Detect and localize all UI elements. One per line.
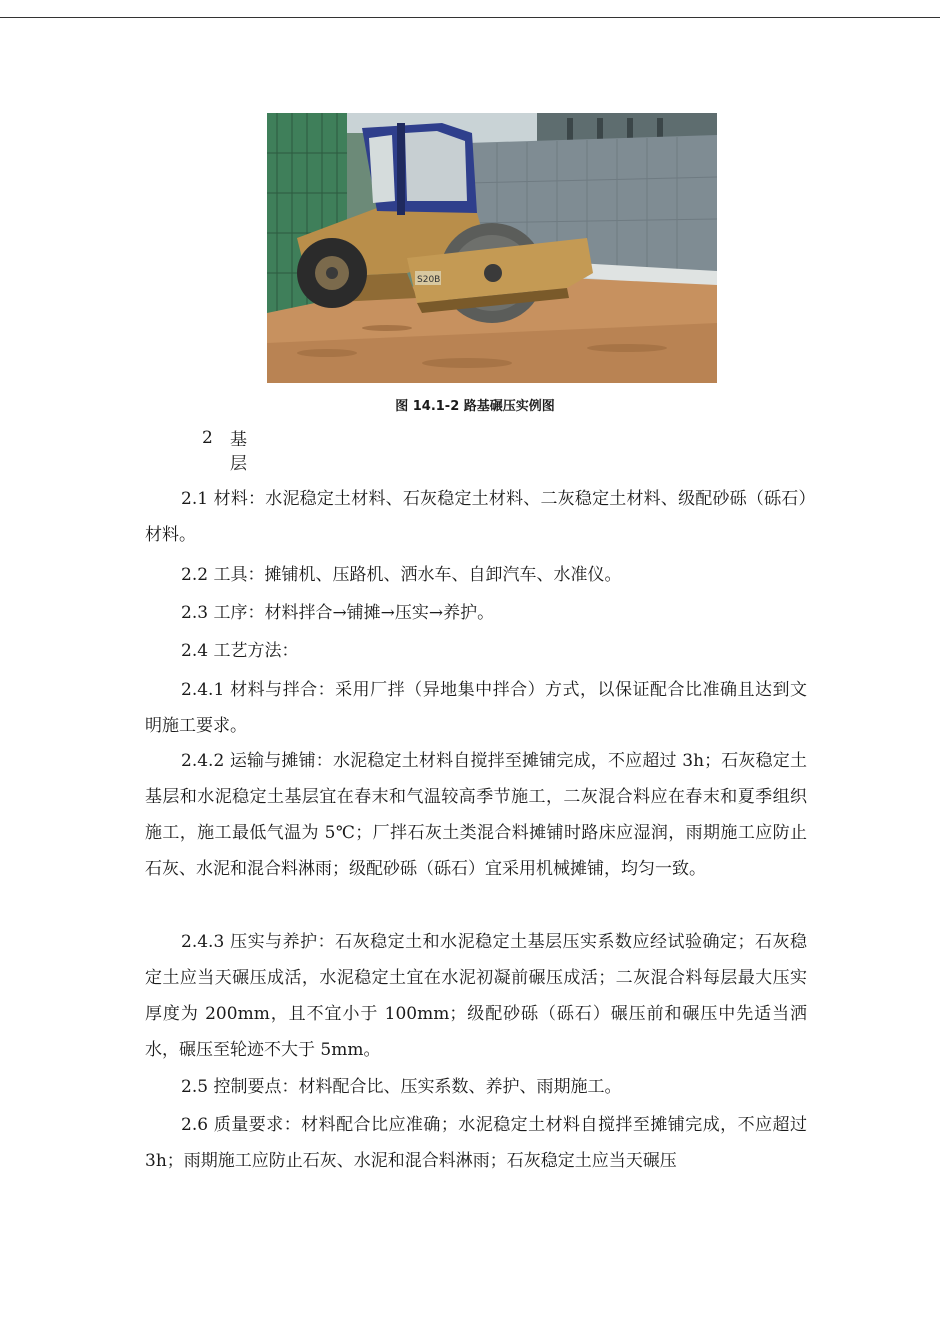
- paragraph-materials: 2.1 材料：水泥稳定土材料、石灰稳定土材料、二灰稳定土材料、级配砂砾（砾石）材料。: [145, 489, 807, 545]
- paragraph-mixing: 2.4.1 材料与拌合：采用厂拌（异地集中拌合）方式，以保证配合比准确且达到文明施工要求。: [145, 680, 807, 736]
- roller-badge: S20B: [417, 275, 441, 285]
- paragraph-process: 2.3 工序：材料拌合→铺摊→压实→养护。: [181, 603, 495, 623]
- paragraph-tools: 2.2 工具：摊铺机、压路机、洒水车、自卸汽车、水准仪。: [181, 565, 622, 585]
- header-rule: [0, 17, 940, 18]
- paragraph-quality-requirements: 2.6 质量要求：材料配合比应准确；水泥稳定土材料自搅拌至摊铺完成，不应超过 3h；雨期施工应防止石灰、水泥和混合料淋雨；石灰稳定土应当天碾压: [145, 1115, 807, 1171]
- figure-caption: 图 14.1-2 路基碾压实例图: [395, 399, 555, 414]
- paragraph-method-heading: 2.4 工艺方法：: [181, 641, 299, 661]
- section-title: 基层: [230, 430, 247, 474]
- road-roller-photo: [267, 113, 717, 383]
- paragraph-control-points: 2.5 控制要点：材料配合比、压实系数、养护、雨期施工。: [181, 1077, 622, 1097]
- section-number: 2: [202, 428, 213, 448]
- paragraph-compaction-curing: 2.4.3 压实与养护：石灰稳定土和水泥稳定土基层压实系数应经试验确定；石灰稳定土应当天碾压成活，水泥稳定土宜在水泥初凝前碾压成活；二灰混合料每层最大压实厚度为 200mm，且不宜小于 100mm；级配砂砾（砾石）碾压前和碾压中先适当洒水，碾压至轮迹不大于 5mm。: [145, 932, 807, 1060]
- paragraph-transport-paving: 2.4.2 运输与摊铺：水泥稳定土材料自搅拌至摊铺完成，不应超过 3h；石灰稳定土基层和水泥稳定土基层宜在春末和气温较高季节施工，二灰混合料应在春末和夏季组织施工，施工最低气温为 5℃；厂拌石灰土类混合料摊铺时路床应湿润，雨期施工应防止石灰、水泥和混合料淋雨；级配砂砾（砾石）宜采用机械摊铺，均匀一致。: [145, 751, 807, 879]
